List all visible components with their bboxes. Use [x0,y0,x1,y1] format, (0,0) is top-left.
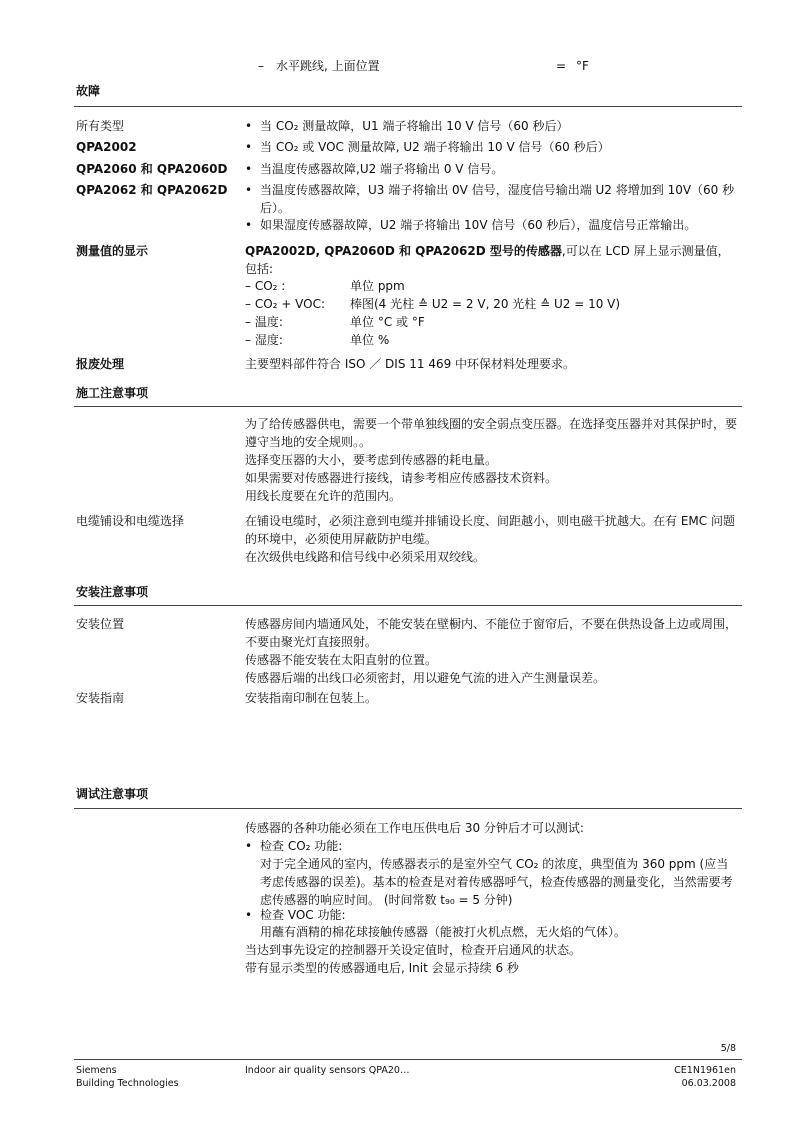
fault-label-qpa2002: QPA2002 [76,140,137,154]
fault-item-qpa2060: • 当温度传感器故障,U2 端子将输出 0 V 信号。 [245,160,740,178]
construction-heading: 施工注意事项 [76,386,149,400]
construction-line-2: 选择变压器的大小，要考虑到传感器的耗电量。 [245,453,498,467]
fault-label-qpa2060: QPA2060 和 QPA2060D [76,162,228,176]
commission-line-2: 带有显示类型的传感器通电后, Init 会显示持续 6 秒 [245,961,519,975]
install-pos-label: 安装位置 [76,617,125,631]
construction-line-3: 如果需要对传感器进行接线，请参考相应传感器技术资料。 [245,471,558,485]
display-intro-rest: ,可以在 LCD 屏上显示测量值，包括: [245,244,730,276]
top-label: 水平跳线, 上面位置 [276,59,380,73]
fault-text-qpa2002: 当 CO₂ 或 VOC 测量故障, U2 端子将输出 10 V 信号（60 秒后） [260,140,610,154]
commission-co2-text: 对于完全通风的室内，传感器表示的是室外空气 CO₂ 的浓度，典型值为 360 ppm (应当考虑传感器的误差)。基本的检查是对着传感器呼气，检查传感器的测量变化，当然需要考虑传感器的响应时间。 (时间常数 t₉₀ = 5 分钟) [260,857,733,907]
fault-label-all: 所有类型 [76,119,125,133]
fault-divider [74,106,742,107]
construction-line-1: 为了给传感器供电，需要一个带单独线圈的安全弱点变压器。在选择变压器并对其保护时，要遵守当地的安全规则。。 [245,417,738,449]
install-pos-body [245,615,737,687]
display-intro-models: QPA2002D, QPA2060D 和 QPA2062D 型号的传感器 [245,244,562,258]
footer-date: 06.03.2008 [681,1078,736,1089]
fault-heading: 故障 [76,84,101,98]
construction-body [245,415,737,505]
commission-line-1: 当达到事先设定的控制器开关设定值时，检查开启通风的状态。 [245,943,582,957]
install-pos-line-3: 传感器后端的出线口必须密封，用以避免气流的进入产生测量误差。 [245,671,606,685]
footer-divider [74,1059,742,1060]
cable-line-2: 在次级供电线路和信号线中必须采用双绞线。 [245,550,486,564]
fault-item-qpa2062: • 当温度传感器故障，U3 端子将输出 0V 信号，湿度信号输出端 U2 将增加到 10V（60 秒后）。 [245,181,740,217]
install-pos-line-1: 传感器房间内墙通风处，不能安装在壁橱内、不能位于窗帘后，不要在供热设备上边或周围，不要由聚光灯直接照射。 [245,617,738,649]
fault-item-all: • 当 CO₂ 测量故障，U1 端子将输出 10 V 信号（60 秒后） [245,117,740,135]
footer-doc-number: CE1N1961en [674,1065,736,1076]
display-key-voc: – CO₂ + VOC: [245,297,325,311]
commission-voc-title: 检查 VOC 功能: [260,908,346,922]
page-number: 5/8 [720,1043,736,1054]
commission-co2-title: 检查 CO₂ 功能: [260,839,343,853]
display-val-voc: 棒图(4 光柱 ≙ U2 = 2 V, 20 光柱 ≙ U2 = 10 V) [350,297,621,311]
fault-text-all: 当 CO₂ 测量故障，U1 端子将输出 10 V 信号（60 秒后） [260,119,569,133]
construction-divider [74,406,742,407]
install-guide-label: 安装指南 [76,691,125,705]
commission-voc-item: • 检查 VOC 功能: [245,906,740,924]
display-val-hum: 单位 % [350,333,390,347]
top-equals: = [556,59,567,73]
footer-division: Building Technologies [76,1078,179,1089]
fault-item-humidity: • 如果湿度传感器故障，U2 端子将输出 10V 信号（60 秒后），温度信号正常输出。 [245,216,740,234]
display-key-temp: – 温度: [245,315,283,329]
fault-text-qpa2062: 当温度传感器故障，U3 端子将输出 0V 信号，湿度信号输出端 U2 将增加到 10V（60 秒后）。 [260,183,735,215]
commission-divider [74,808,742,809]
commission-intro: 传感器的各种功能必须在工作电压供电后 30 分钟后才可以测试: [245,821,584,835]
cable-line-1: 在铺设电缆时，必须注意到电缆并排铺设长度、间距越小，则电磁干扰越大。在有 EMC 问题的环境中，必须使用屏蔽防护电缆。 [245,514,735,546]
fault-text-qpa2060: 当温度传感器故障,U2 端子将输出 0 V 信号。 [260,162,504,176]
construction-line-4: 用线长度要在允许的范围内。 [245,489,402,503]
cable-body [245,512,737,566]
disposal-text: 主要塑料部件符合 ISO ／ DIS 11 469 中环保材料处理要求。 [245,357,576,371]
display-heading: 测量值的显示 [76,244,149,258]
commission-co2-item: • 检查 CO₂ 功能: [245,837,740,855]
footer-company: Siemens [76,1065,117,1076]
commission-heading: 调试注意事项 [76,787,149,801]
commission-voc-text: 用蘸有酒精的棉花球接触传感器（能被打火机点燃，无火焰的气体）。 [260,925,627,939]
display-val-temp: 单位 °C 或 °F [350,315,425,329]
fault-label-qpa2062: QPA2062 和 QPA2062D [76,183,228,197]
display-key-hum: – 湿度: [245,333,283,347]
install-heading: 安装注意事项 [76,585,149,599]
top-unit: °F [576,59,589,73]
install-divider [74,605,742,606]
top-dash: – [258,59,264,73]
install-guide-text: 安装指南印制在包装上。 [245,691,378,705]
display-key-co2: – CO₂ : [245,279,286,293]
install-pos-line-2: 传感器不能安装在太阳直射的位置。 [245,653,438,667]
cable-label: 电缆铺设和电缆选择 [76,514,185,528]
footer-doc-title: Indoor air quality sensors QPA20… [245,1065,410,1076]
fault-text-humidity: 如果湿度传感器故障，U2 端子将输出 10V 信号（60 秒后），温度信号正常输出。 [260,218,697,232]
disposal-heading: 报废处理 [76,357,125,371]
display-val-co2: 单位 ppm [350,279,405,293]
display-intro [245,242,737,278]
fault-item-qpa2002: • 当 CO₂ 或 VOC 测量故障, U2 端子将输出 10 V 信号（60 秒后） [245,138,740,156]
